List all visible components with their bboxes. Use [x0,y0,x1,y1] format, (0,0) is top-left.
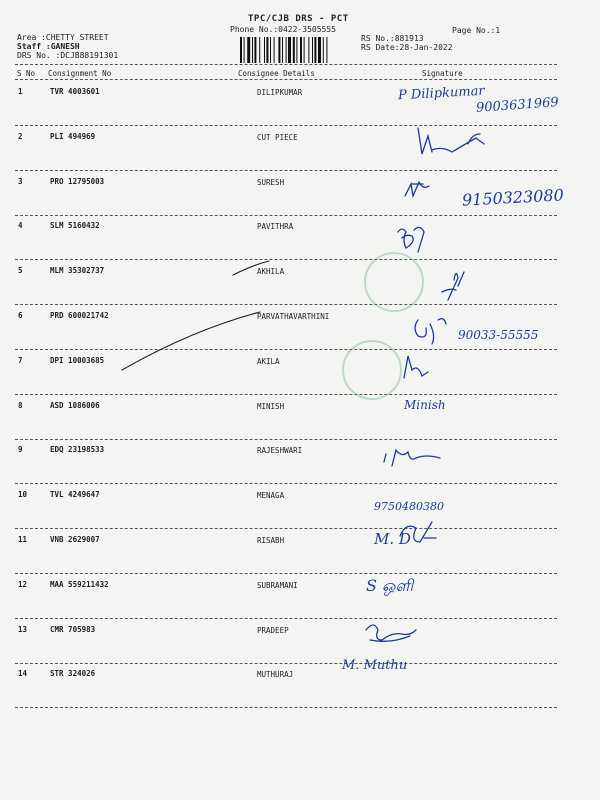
row-sno: 1 [18,87,23,96]
signature-3-phone: 9150323080 [461,185,565,210]
row-consignment-no: VNB 2629007 [50,535,100,544]
row-consignment-no: PRD 600021742 [50,311,109,320]
row-sno: 10 [18,490,28,499]
rs-number: RS No.:881913 [361,34,424,43]
row-sno: 5 [18,266,23,275]
row-consignee-name: SURESH [257,178,285,187]
col-consignee: Consignee Details [238,69,315,78]
row-consignee-name: PARVATHAVARTHINI [257,312,330,321]
area-label: Area :CHETTY STREET [17,33,109,42]
row-sno: 3 [18,177,23,186]
row-sno: 12 [18,580,28,589]
row-consignee-name: RISABH [257,536,285,545]
row-sno: 7 [18,356,23,365]
signature-14: M. Muthu [342,658,408,673]
row-consignment-no: MAA 559211432 [50,580,109,589]
phone-number: Phone No.:0422-3505555 [230,25,336,34]
row-consignment-no: MLM 35302737 [50,266,105,275]
row-consignment-no: CMR 705983 [50,625,96,634]
signature-8: Minish [404,398,446,412]
col-sno: S No [17,69,36,78]
signature-10-phone: 9750480380 [374,500,444,513]
col-consignment: Consignment No [48,69,112,78]
row-consignee-name: SUBRAMANI [257,581,298,590]
row-consignment-no: PRO 12795003 [50,177,105,186]
drs-number: DRS No. :DCJB88191301 [17,51,119,60]
row-sno: 2 [18,132,23,141]
rs-date: RS Date:28-Jan-2022 [361,43,453,52]
row-consignee-name: AKILA [257,357,280,366]
row-consignee-name: DILIPKUMAR [257,88,303,97]
row-consignee-name: CUT PIECE [257,133,298,142]
row-sno: 14 [18,669,28,678]
row-consignment-no: STR 324026 [50,669,96,678]
row-sno: 11 [18,535,28,544]
row-consignee-name: MENAGA [257,491,285,500]
row-consignee-name: MINISH [257,402,285,411]
signature-1-phone: 9003631969 [475,95,560,116]
row-consignment-no: EDQ 23198533 [50,445,105,454]
row-sno: 8 [18,401,23,410]
row-consignee-name: AKHILA [257,267,285,276]
row-consignment-no: TVL 4249647 [50,490,100,499]
row-consignment-no: PLI 494969 [50,132,96,141]
row-sno: 13 [18,625,28,634]
signature-11: M. D [374,530,411,548]
row-consignment-no: ASD 1086006 [50,401,100,410]
row-consignee-name: PAVITHRA [257,222,294,231]
staff-label: Staff :GANESH [17,42,80,51]
row-consignment-no: TVR 4003601 [50,87,100,96]
row-consignment-no: SLM 5160432 [50,221,100,230]
col-signature: Signature [422,69,463,78]
signature-6-phone: 90033-55555 [458,328,539,342]
document-title: TPC/CJB DRS - PCT [248,14,349,24]
row-sno: 4 [18,221,23,230]
signature-1: P Dilipkumar [397,83,485,104]
row-consignee-name: PRADEEP [257,626,289,635]
row-consignment-no: DPI 10003685 [50,356,105,365]
row-consignee-name: MUTHURAJ [257,670,294,679]
row-sno: 9 [18,445,23,454]
row-consignee-name: RAJESHWARI [257,446,303,455]
row-sno: 6 [18,311,23,320]
page-number: Page No.:1 [452,26,501,35]
signature-12: S ஒளி [366,576,414,595]
